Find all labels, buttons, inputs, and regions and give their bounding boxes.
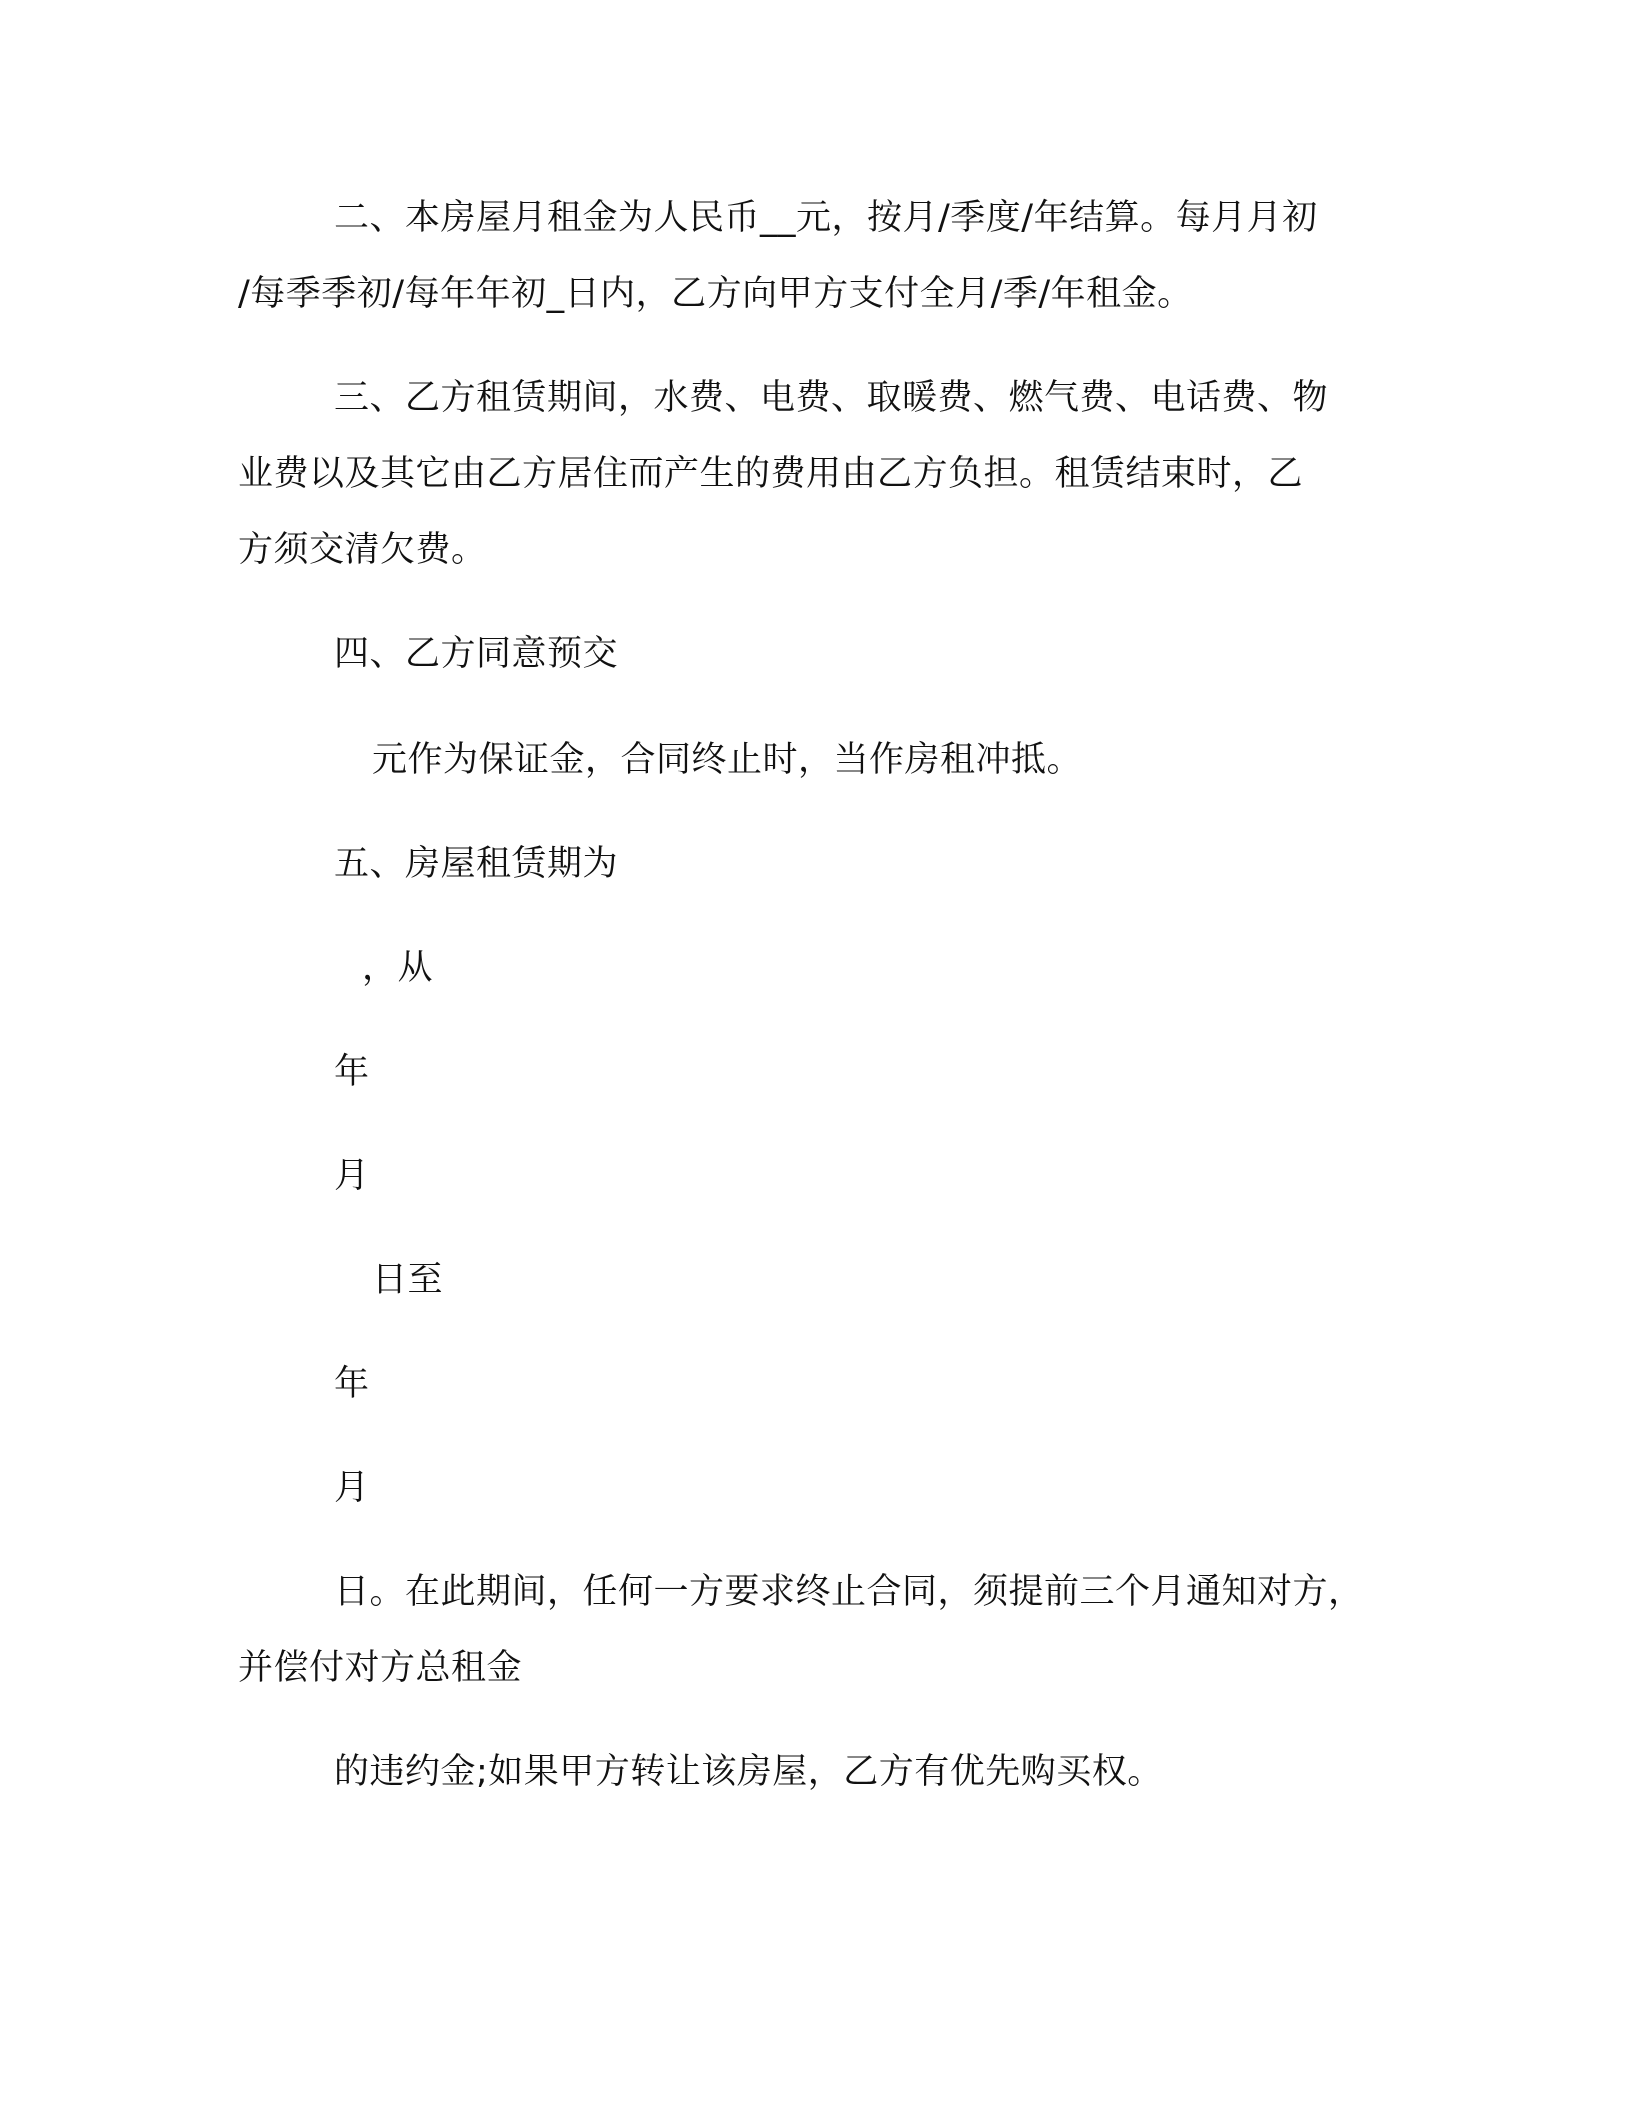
clause-4-line-1: 四、乙方同意预交 [334, 634, 619, 674]
clause-5-compensation: 并偿付对方总租金 [238, 1648, 523, 1688]
clause-2-line-1: 二、本房屋月租金为人民币__元，按月/季度/年结算。每月月初 [334, 198, 1318, 238]
clause-3-line-2: 业费以及其它由乙方居住而产生的费用由乙方负担。租赁结束时，乙 [238, 454, 1304, 494]
clause-2-line-2: /每季季初/每年年初_日内，乙方向甲方支付全月/季/年租金。 [238, 274, 1193, 314]
clause-5-line-1: 五、房屋租赁期为 [334, 844, 619, 884]
clause-4-line-2: 元作为保证金，合同终止时，当作房租冲抵。 [372, 740, 1083, 780]
clause-3-line-3: 方须交清欠费。 [238, 530, 487, 570]
clause-5-from: ，从 [362, 948, 434, 988]
clause-5-start-year: 年 [334, 1052, 370, 1092]
clause-5-end-year: 年 [334, 1364, 370, 1404]
clause-5-penalty: 的违约金;如果甲方转让该房屋，乙方有优先购买权。 [334, 1752, 1163, 1792]
clause-5-start-day-to: 日至 [372, 1260, 444, 1300]
clause-5-end-day-line: 日。在此期间，任何一方要求终止合同，须提前三个月通知对方， [334, 1572, 1364, 1612]
clause-3-line-1: 三、乙方租赁期间，水费、电费、取暖费、燃气费、电话费、物 [334, 378, 1329, 418]
clause-5-start-month: 月 [334, 1156, 370, 1196]
clause-5-end-month: 月 [334, 1468, 370, 1508]
